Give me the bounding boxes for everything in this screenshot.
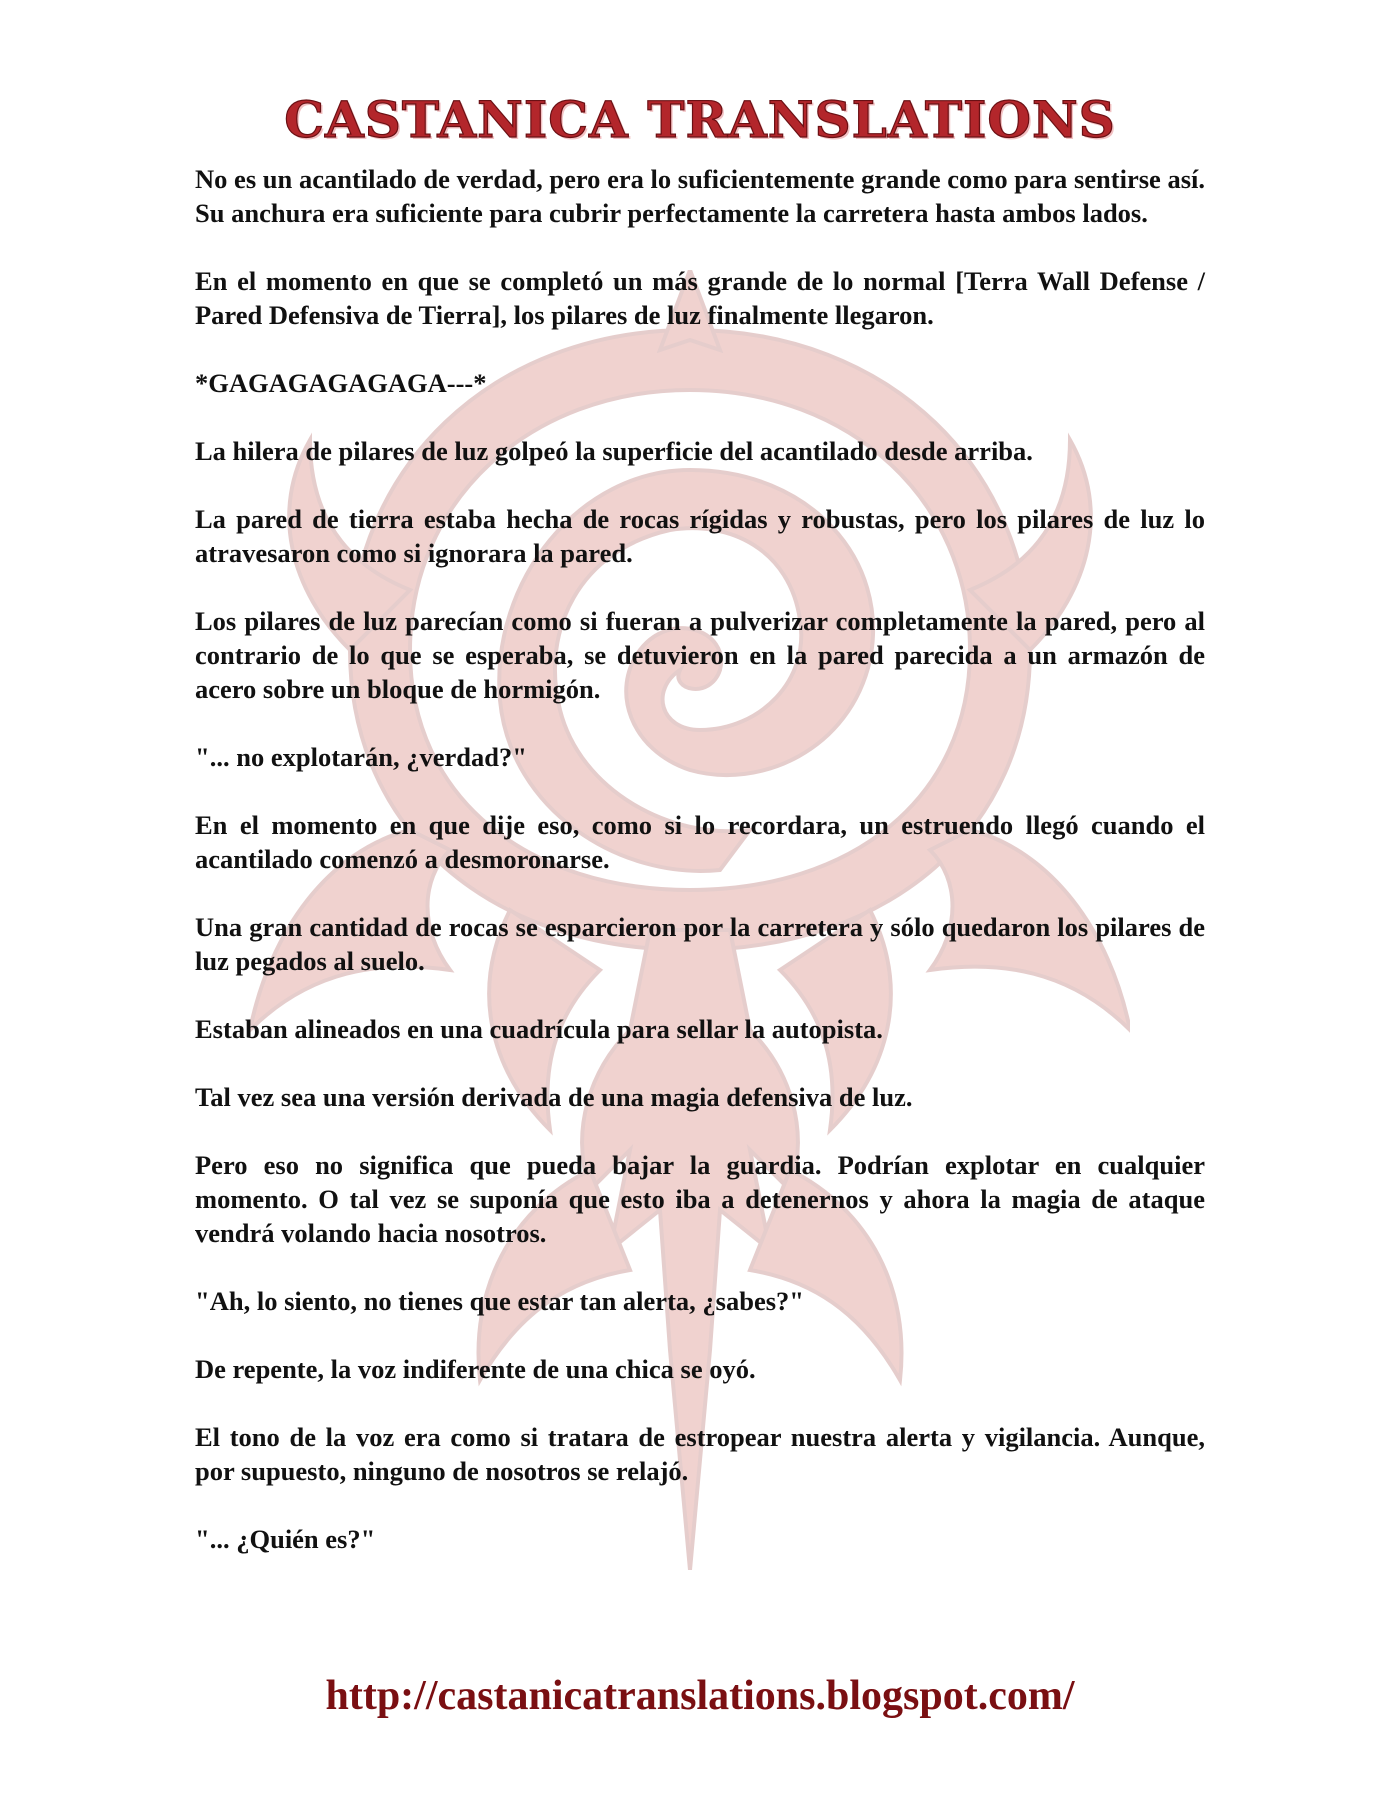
paragraph: Una gran cantidad de rocas se esparcieron por la carretera y sólo quedaron los pilares de luz pegados al suelo. (195, 912, 1205, 976)
paragraph: Estaban alineados en una cuadrícula para sellar la autopista. (195, 1014, 883, 1044)
paragraph: Pero eso no significa que pueda bajar la guardia. Podrían explotar en cualquier momento. O tal vez se suponía que esto iba a detenernos y ahora la magia de ataque vendrá volando hacia nosotros. (195, 1150, 1205, 1248)
page-footer (0, 1672, 1400, 1720)
story-text (195, 162, 1205, 1590)
paragraph: La pared de tierra estaba hecha de rocas rígidas y robustas, pero los pilares de luz lo atravesaron como si ignorara la pared. (195, 504, 1205, 568)
paragraph: *GAGAGAGAGAGA---* (195, 368, 487, 398)
site-title: CASTANICA TRANSLATIONS (284, 90, 1116, 149)
blog-url-link[interactable]: http://castanicatranslations.blogspot.com/ (325, 1673, 1075, 1719)
paragraph: No es un acantilado de verdad, pero era lo suficientemente grande como para sentirse así. Su anchura era suficiente para cubrir perfectamente la carretera hasta ambos lados. (195, 164, 1205, 228)
paragraph: En el momento en que dije eso, como si lo recordara, un estruendo llegó cuando el acantilado comenzó a desmoronarse. (195, 810, 1205, 874)
paragraph: De repente, la voz indiferente de una chica se oyó. (195, 1354, 756, 1384)
page-header (0, 90, 1400, 149)
paragraph: El tono de la voz era como si tratara de estropear nuestra alerta y vigilancia. Aunque, por supuesto, ninguno de nosotros se relajó. (195, 1422, 1205, 1486)
paragraph: "Ah, lo siento, no tienes que estar tan alerta, ¿sabes?" (195, 1286, 804, 1316)
paragraph: Tal vez sea una versión derivada de una magia defensiva de luz. (195, 1082, 913, 1112)
paragraph: "... ¿Quién es?" (195, 1524, 376, 1554)
paragraph: La hilera de pilares de luz golpeó la superficie del acantilado desde arriba. (195, 436, 1033, 466)
paragraph: En el momento en que se completó un más grande de lo normal [Terra Wall Defense / Pared Defensiva de Tierra], los pilares de luz finalmente llegaron. (195, 266, 1205, 330)
paragraph: Los pilares de luz parecían como si fueran a pulverizar completamente la pared, pero al contrario de lo que se esperaba, se detuvieron en la pared parecida a un armazón de acero sobre un bloque de hormigón. (195, 606, 1205, 704)
paragraph: "... no explotarán, ¿verdad?" (195, 742, 527, 772)
